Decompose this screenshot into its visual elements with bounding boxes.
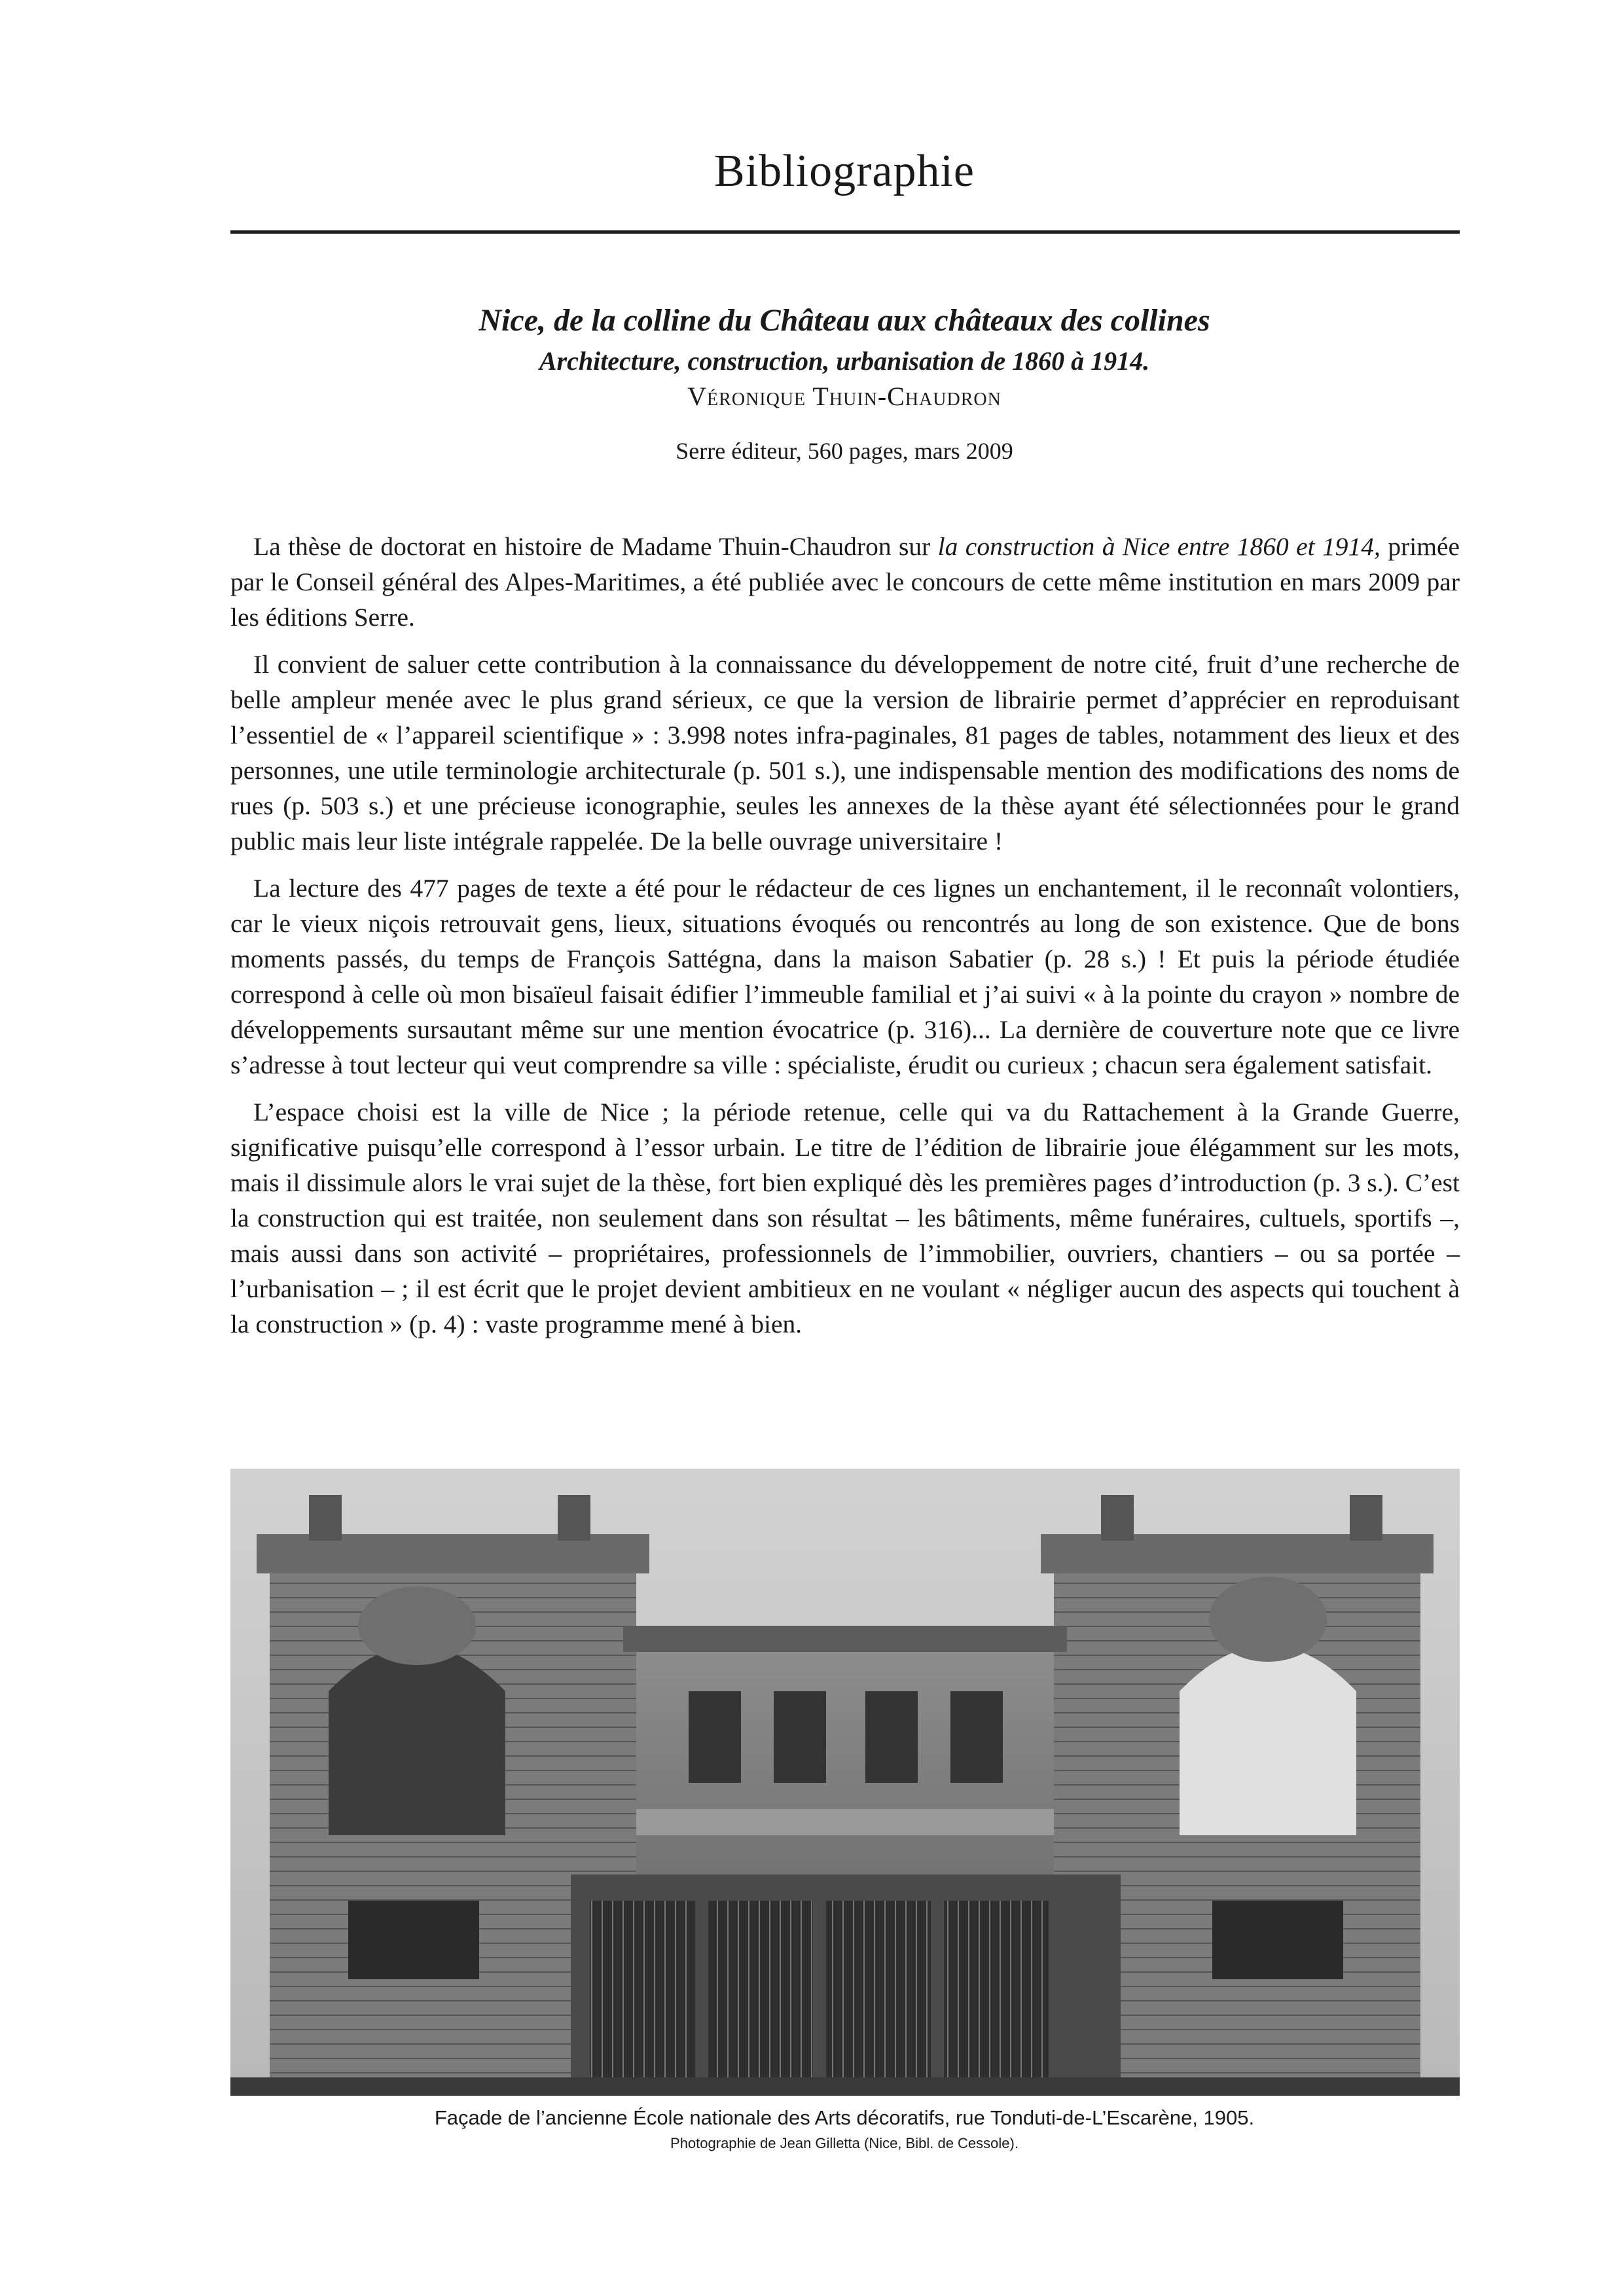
paragraph-text: La thèse de doctorat en histoire de Madame Thuin-Chaudron sur (253, 532, 938, 561)
review-paragraph-2: Il convient de saluer cette contribution à la connaissance du développement de notre cité, fruit d’une recherche de belle ampleur menée avec le plus grand sérieux, ce que la version de librairie permet d’apprécier en reproduisant l’essentiel de « l’appareil scientifique » : 3.998 notes infra-paginales, 81 pages de tables, notamment des lieux et des personnes, une utile terminologie architecturale (p. 501 s.), une indispensable mention des modifications des noms de rues (p. 503 s.) et une précieuse iconographie, seules les annexes de la thèse ayant été sélectionnées pour le grand public mais leur liste intégrale rappelée. De la belle ouvrage universitaire ! (230, 650, 1460, 855)
paragraph-emphasis: la construction à Nice entre 1860 et 1914, (937, 532, 1380, 561)
book-title: Nice, de la colline du Château aux châteaux des collines (478, 303, 1210, 338)
figure-credit: Photographie de Jean Gilletta (Nice, Bibl. de Cessole). (670, 2135, 1019, 2151)
header-rule (230, 230, 1460, 234)
review-paragraph-4: L’espace choisi est la ville de Nice ; la période retenue, celle qui va du Rattachement à la Grande Guerre, significative puisqu’elle correspond à l’essor urbain. Le titre de l’édition de librairie joue élégamment sur les mots, mais il dissimule alors le vrai sujet de la thèse, fort bien expliqué dès les premières pages d’introduction (p. 3 s.). C’est la construction qui est traitée, non seulement dans son résultat – les bâtiments, même funéraires, cultuels, sportifs –, mais aussi dans son activité – propriétaires, professionnels de l’immobilier, ouvriers, chantiers – ou sa portée – l’urbanisation – ; il est écrit que le projet devient ambitieux en ne voulant « négliger aucun des aspects qui touchent à la construction » (p. 4) : vaste programme mené à bien. (230, 1098, 1460, 1338)
book-subtitle: Architecture, construction, urbanisation de 1860 à 1914. (539, 346, 1150, 376)
review-body (230, 529, 1460, 1354)
figure-caption: Façade de l’ancienne École nationale des Arts décoratifs, rue Tonduti-de-L’Escarène, 1905. (434, 2106, 1255, 2129)
book-author: Véronique Thuin-Chaudron (687, 382, 1001, 411)
facade-photograph (230, 1469, 1460, 2096)
section-title: Bibliographie (714, 146, 975, 196)
review-paragraph-1 (230, 529, 1460, 635)
facade-photograph-illustration (230, 1469, 1460, 2096)
paragraph-text: primée par le Conseil général des Alpes-Maritimes, a été publiée avec le concours de cette même institution en mars 2009 par les éditions Serre. (230, 532, 1460, 632)
book-publisher: Serre éditeur, 560 pages, mars 2009 (676, 438, 1013, 464)
review-paragraph-3: La lecture des 477 pages de texte a été pour le rédacteur de ces lignes un enchantement, il le reconnaît volontiers, car le vieux niçois retrouvait gens, lieux, situations évoqués ou rencontrés au long de son existence. Que de bons moments passés, du temps de François Sattégna, dans la maison Sabatier (p. 28 s.) ! Et puis la période étudiée correspond à celle où mon bisaïeul faisait édifier l’immeuble familial et j’ai suivi « à la pointe du crayon » nombre de développements sursautant même sur une mention évocatrice (p. 316)... La dernière de couverture note que ce livre s’adresse à tout lecteur qui veut comprendre sa ville : spécialiste, érudit ou curieux ; chacun sera également satisfait. (230, 874, 1460, 1079)
